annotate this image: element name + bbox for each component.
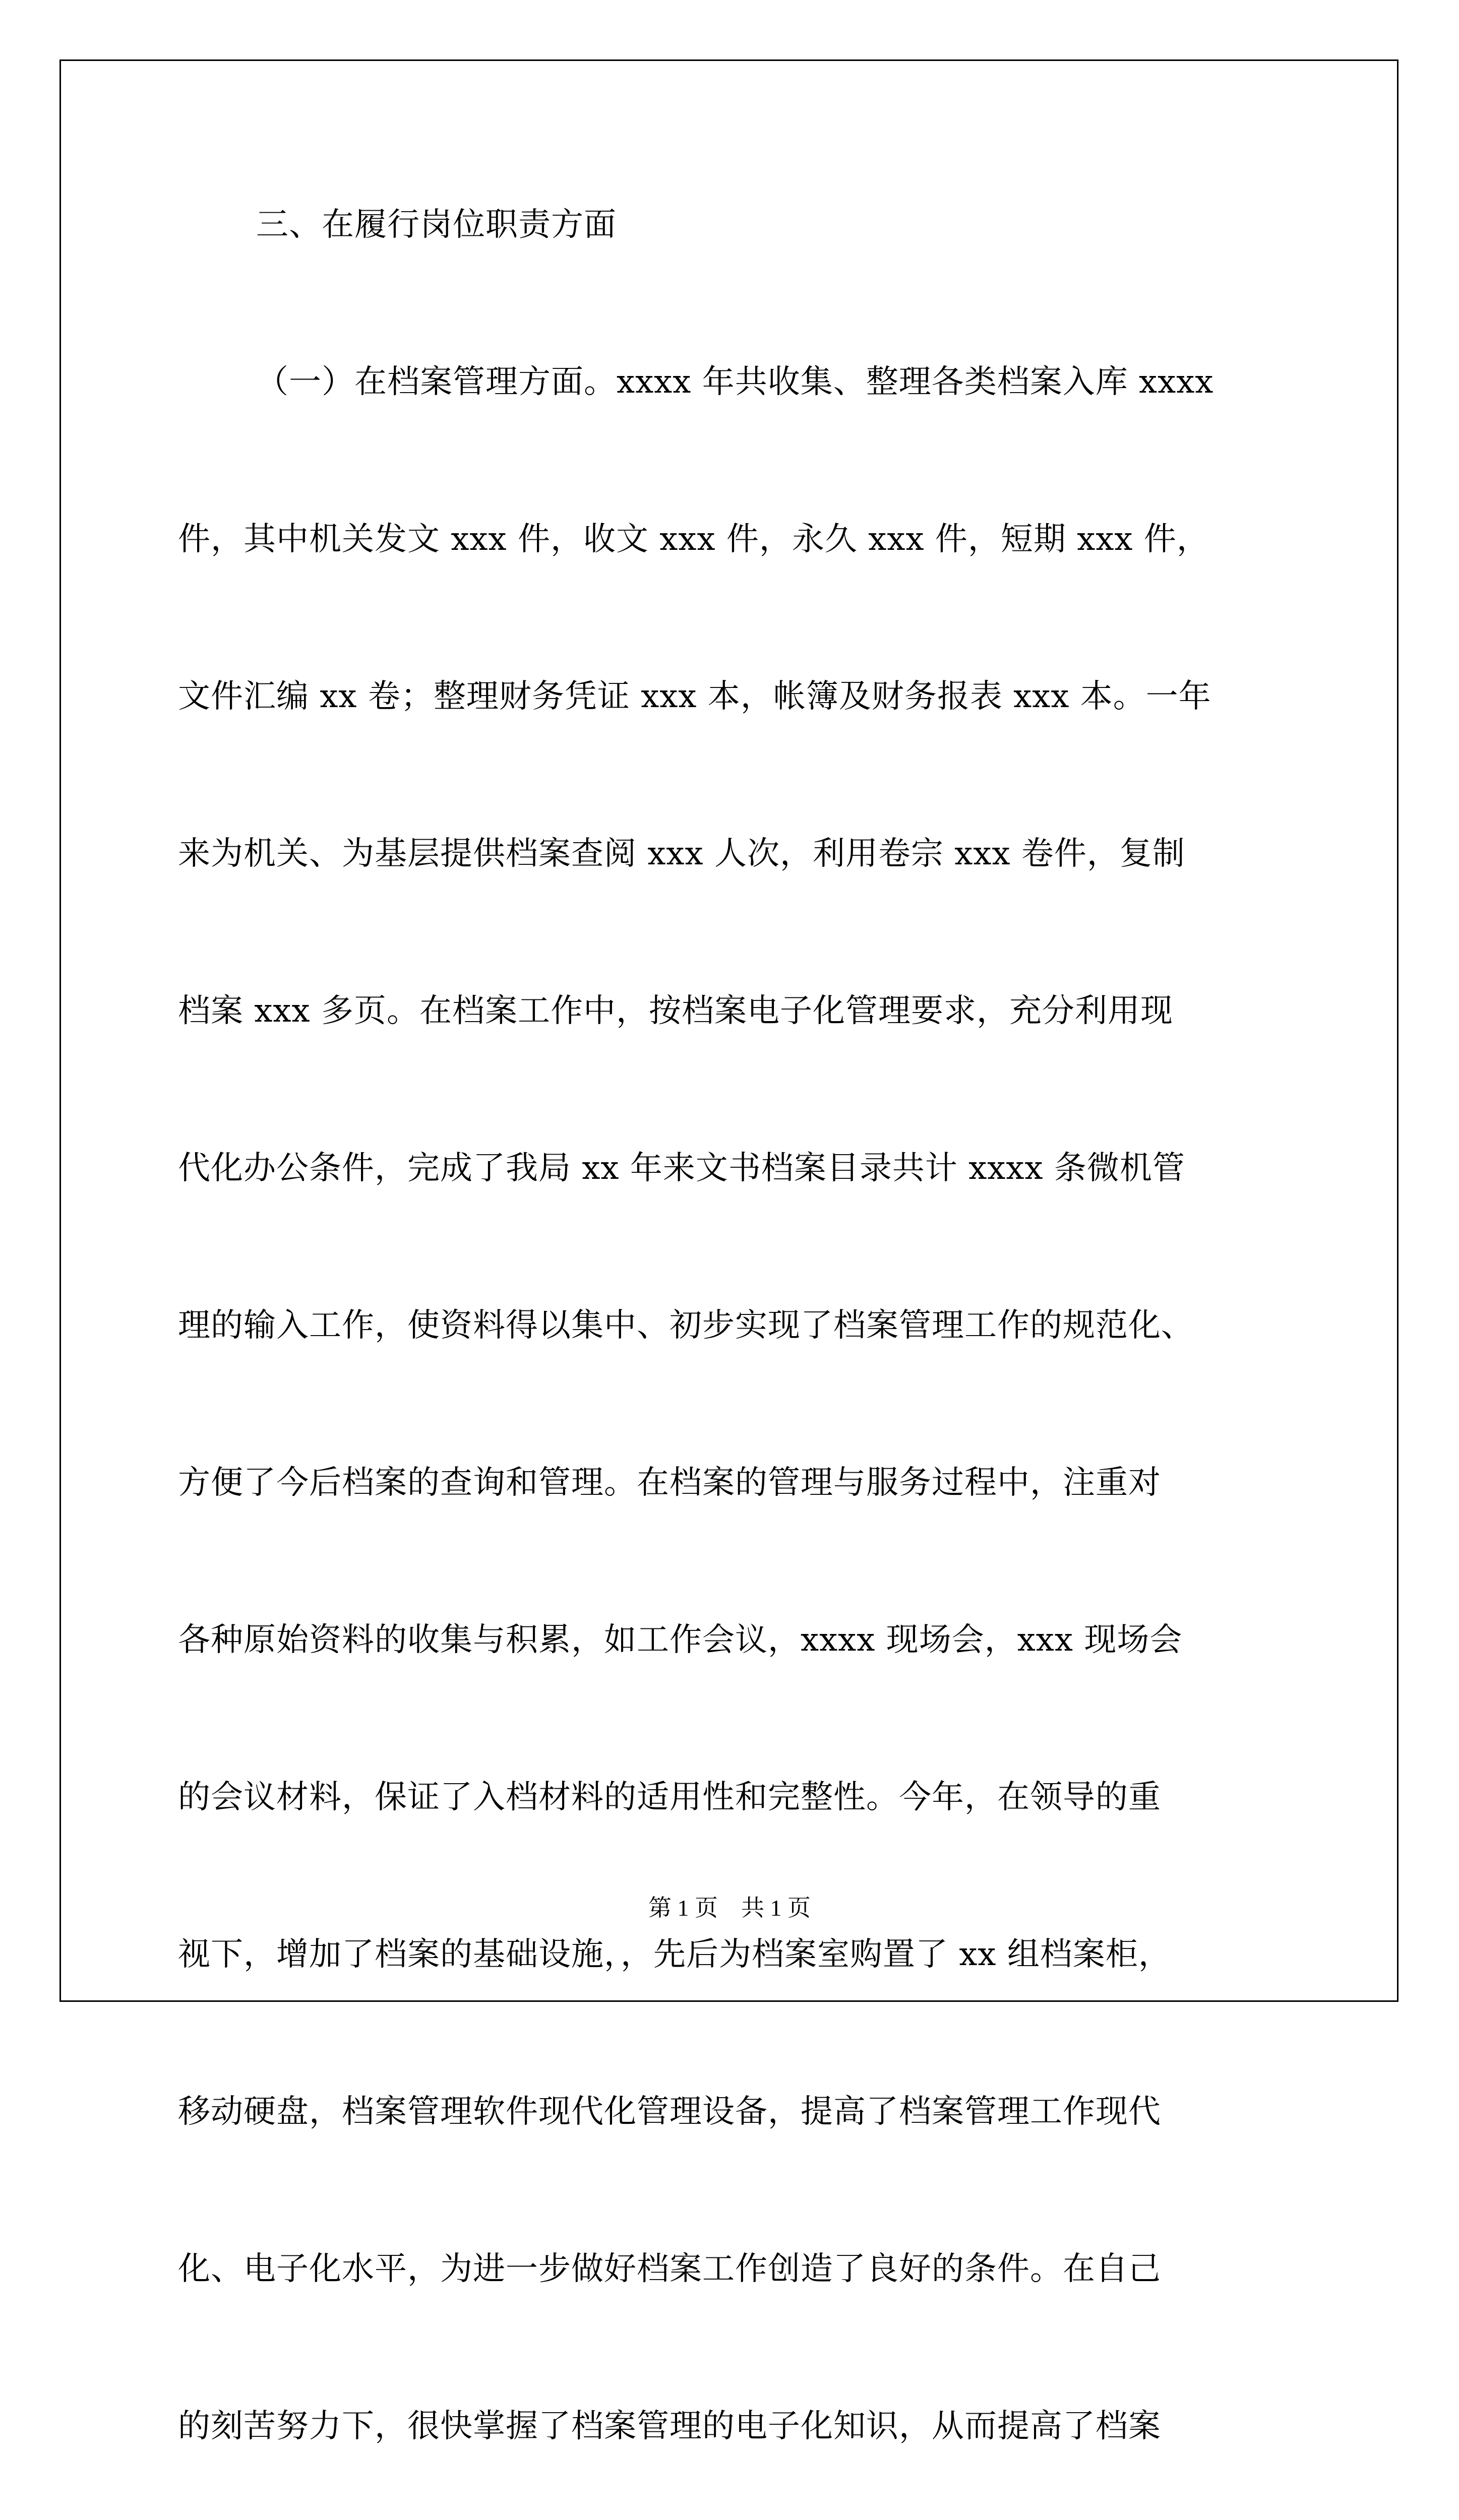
- paragraph-line: 方便了今后档案的查询和管理。在档案的管理与服务过程中，注重对: [178, 1464, 1161, 1501]
- paragraph-line: 视下，增加了档案的基础设施，，先后为档案室购置了 xx 组档案柜，: [178, 1936, 1171, 1973]
- paragraph-line: 各种原始资料的收集与积累，如工作会议，xxxx 现场会，xxx 现场会: [178, 1621, 1183, 1659]
- page-number-footer: 第 1 页 共 1 页: [648, 1895, 811, 1921]
- paragraph-line: 的刻苦努力下，很快掌握了档案管理的电子化知识，从而提高了档案: [178, 2408, 1161, 2445]
- paragraph-line: 文件汇编 xx 卷；整理财务凭证 xxx 本，帐簿及财务报表 xxx 本。一年: [178, 678, 1211, 715]
- paragraph-line: （一）在档案管理方面。xxxx 年共收集、整理各类档案入库 xxxx: [256, 363, 1214, 401]
- section-heading: 三、在履行岗位职责方面: [256, 206, 617, 243]
- paragraph-line: 的会议材料，保证了入档材料的适用性和完整性。今年，在领导的重: [178, 1779, 1161, 1816]
- paragraph-line: 来为机关、为基层提供档案查阅 xxx 人次，利用卷宗 xxx 卷件，复制: [178, 835, 1185, 872]
- paragraph-line: 理的输入工作，使资料得以集中、初步实现了档案管理工作的规范化、: [178, 1307, 1194, 1344]
- paragraph-line: 化、电子化水平，为进一步做好档案工作创造了良好的条件。在自己: [178, 2250, 1161, 2288]
- paragraph-line: 件，其中机关发文 xxx 件，收文 xxx 件，永久 xxx 件，短期 xxx 件，: [178, 521, 1209, 558]
- paragraph-line: 代化办公条件，完成了我局 xx 年来文书档案目录共计 xxxx 条微机管: [178, 1150, 1185, 1187]
- paragraph-line: 移动硬盘，档案管理软件现代化管理设备，提高了档案管理工作现代: [178, 2093, 1161, 2130]
- paragraph-line: 档案 xxx 多页。在档案工作中，按档案电子化管理要求，充分利用现: [178, 992, 1173, 1030]
